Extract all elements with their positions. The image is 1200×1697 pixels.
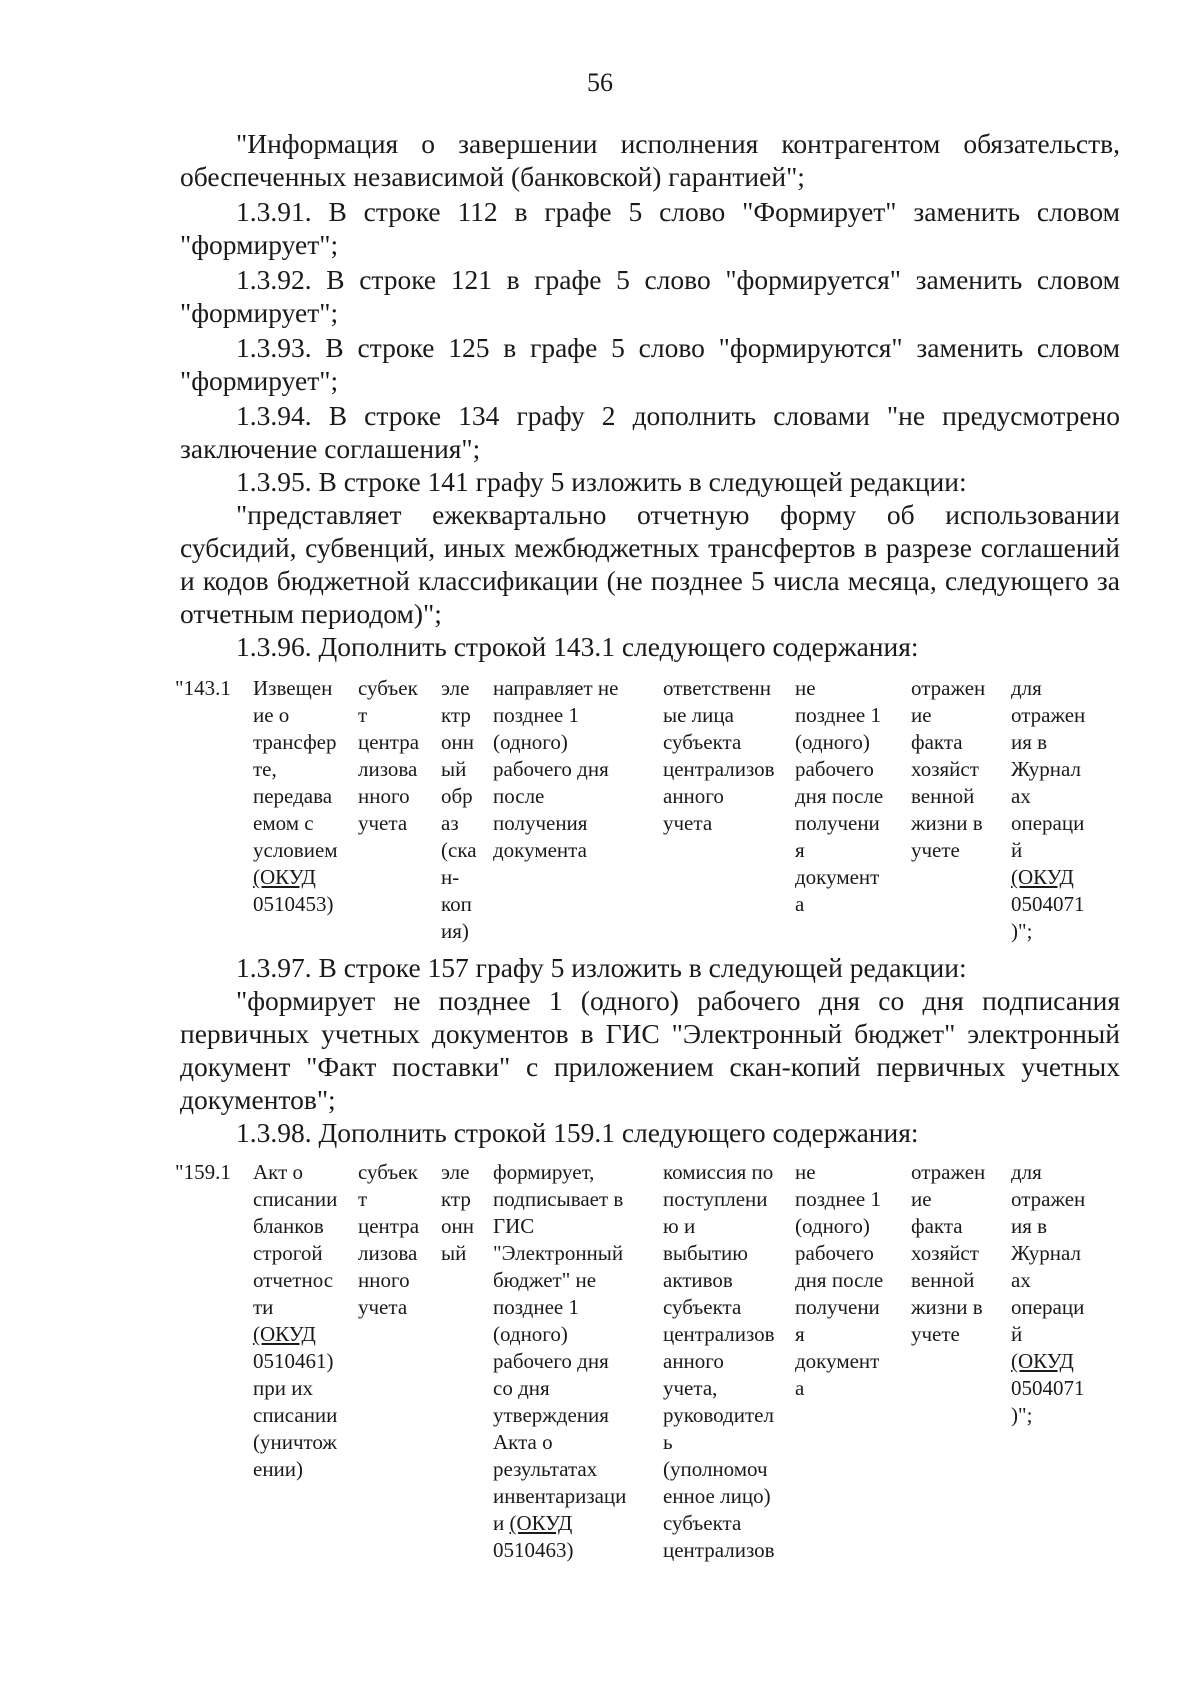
table-cell-row-number: "159.1: [175, 1160, 231, 1184]
table-cell-term: направляет не позднее 1 (одного) рабочего дня после получения документа: [493, 676, 619, 862]
okud-code: 0510461) при их списании (уничтож ении): [253, 1349, 338, 1481]
okud-code: 0510463): [493, 1538, 574, 1562]
table-row-143-1: [175, 675, 1125, 945]
table-cell-deadline: не позднее 1 (одного) рабочего дня после получени я документ а: [795, 676, 884, 916]
paragraph-quote-157: "формирует не позднее 1 (одного) рабочего дня со дня подписания первичных учетных документов в ГИС "Электронный бюджет" электронный документ "Факт поставки" с приложением скан-копий первичных учетных документов";: [180, 985, 1120, 1115]
paragraph-quote-141: "представляет ежеквартально отчетную форму об использовании субсидий, субвенций, иных межбюджетных трансфертов в разрезе соглашений и кодов бюджетной классификации (не позднее 5 числа месяца, следующего за отчетным периодом)";: [180, 499, 1120, 629]
paragraph-quote-info: "Информация о завершении исполнения контрагентом обязательств, обеспеченных независимой (банковской) гарантией";: [180, 128, 1120, 192]
table-cell-creator: субъек т центра лизова нного учета: [358, 1160, 420, 1319]
table-cell-document: [253, 675, 338, 918]
table-cell-registration-text: для отражен ия в Журнал ах операци й: [1011, 1160, 1086, 1346]
table-cell-purpose: отражен ие факта хозяйст венной жизни в учете: [911, 676, 986, 862]
table-cell-purpose: отражен ие факта хозяйст венной жизни в учете: [911, 1160, 986, 1346]
table-row-159-1: [175, 1159, 1125, 1562]
table-cell-responsible: комиссия по поступлени ю и выбытию активов субъекта централизов анного учета, руководител ь (уполномоч енное лицо) субъекта централизов: [663, 1160, 775, 1562]
table-cell-document: [253, 1159, 337, 1483]
paragraph-1-3-96: 1.3.96. Дополнить строкой 143.1 следующего содержания:: [236, 631, 919, 662]
okud-code: 0504071 )";: [1011, 892, 1085, 943]
table-cell-form: эле ктр онн ый обр аз (ска н- коп ия): [441, 676, 477, 943]
table-cell-form: эле ктр онн ый: [441, 1160, 474, 1265]
okud-code: 0510453): [253, 892, 334, 916]
table-cell-document-name: Извещен ие о трансфер те, передава емом с условием: [253, 676, 338, 862]
table-cell-document-name: Акт о списании бланков строгой отчетнос ти: [253, 1160, 338, 1319]
table-cell-registration: [1011, 1159, 1085, 1429]
paragraph-1-3-95: 1.3.95. В строке 141 графу 5 изложить в следующей редакции:: [236, 466, 967, 497]
okud-code: 0504071 )";: [1011, 1376, 1085, 1427]
paragraph-1-3-91: 1.3.91. В строке 112 в графе 5 слово "Формирует" заменить словом "формирует";: [180, 196, 1120, 260]
okud-link[interactable]: (ОКУД: [253, 865, 316, 889]
table-cell-creator: субъек т центра лизова нного учета: [358, 676, 420, 835]
okud-link[interactable]: (ОКУД: [509, 1511, 573, 1535]
table-cell-responsible: ответственн ые лица субъекта централизов анного учета: [663, 676, 775, 835]
paragraph-1-3-97: 1.3.97. В строке 157 графу 5 изложить в следующей редакции:: [236, 952, 967, 983]
page-number: 56: [587, 68, 613, 97]
paragraph-1-3-93: 1.3.93. В строке 125 в графе 5 слово "формируются" заменить словом "формирует";: [180, 332, 1120, 396]
table-cell-deadline: не позднее 1 (одного) рабочего дня после получени я документ а: [795, 1160, 884, 1400]
okud-link[interactable]: (ОКУД: [1011, 1349, 1074, 1373]
okud-link[interactable]: (ОКУД: [1011, 865, 1074, 889]
table-cell-row-number: "143.1: [175, 676, 231, 700]
table-cell-registration: [1011, 675, 1085, 945]
paragraph-1-3-92: 1.3.92. В строке 121 в графе 5 слово "формируется" заменить словом "формирует";: [180, 264, 1120, 328]
table-cell-registration-text: для отражен ия в Журнал ах операци й: [1011, 676, 1086, 862]
okud-link[interactable]: (ОКУД: [253, 1322, 316, 1346]
document-body: [175, 127, 1120, 1562]
paragraph-1-3-98: 1.3.98. Дополнить строкой 159.1 следующего содержания:: [236, 1117, 919, 1148]
table-cell-term: [493, 1159, 626, 1564]
table-cell-term-text: формирует, подписывает в ГИС "Электронный бюджет" не позднее 1 (одного) рабочего дня со дня утверждения Акта о результатах инвентаризаци и: [493, 1160, 627, 1535]
paragraph-1-3-94: 1.3.94. В строке 134 графу 2 дополнить словами "не предусмотрено заключение соглашения";: [180, 400, 1120, 464]
